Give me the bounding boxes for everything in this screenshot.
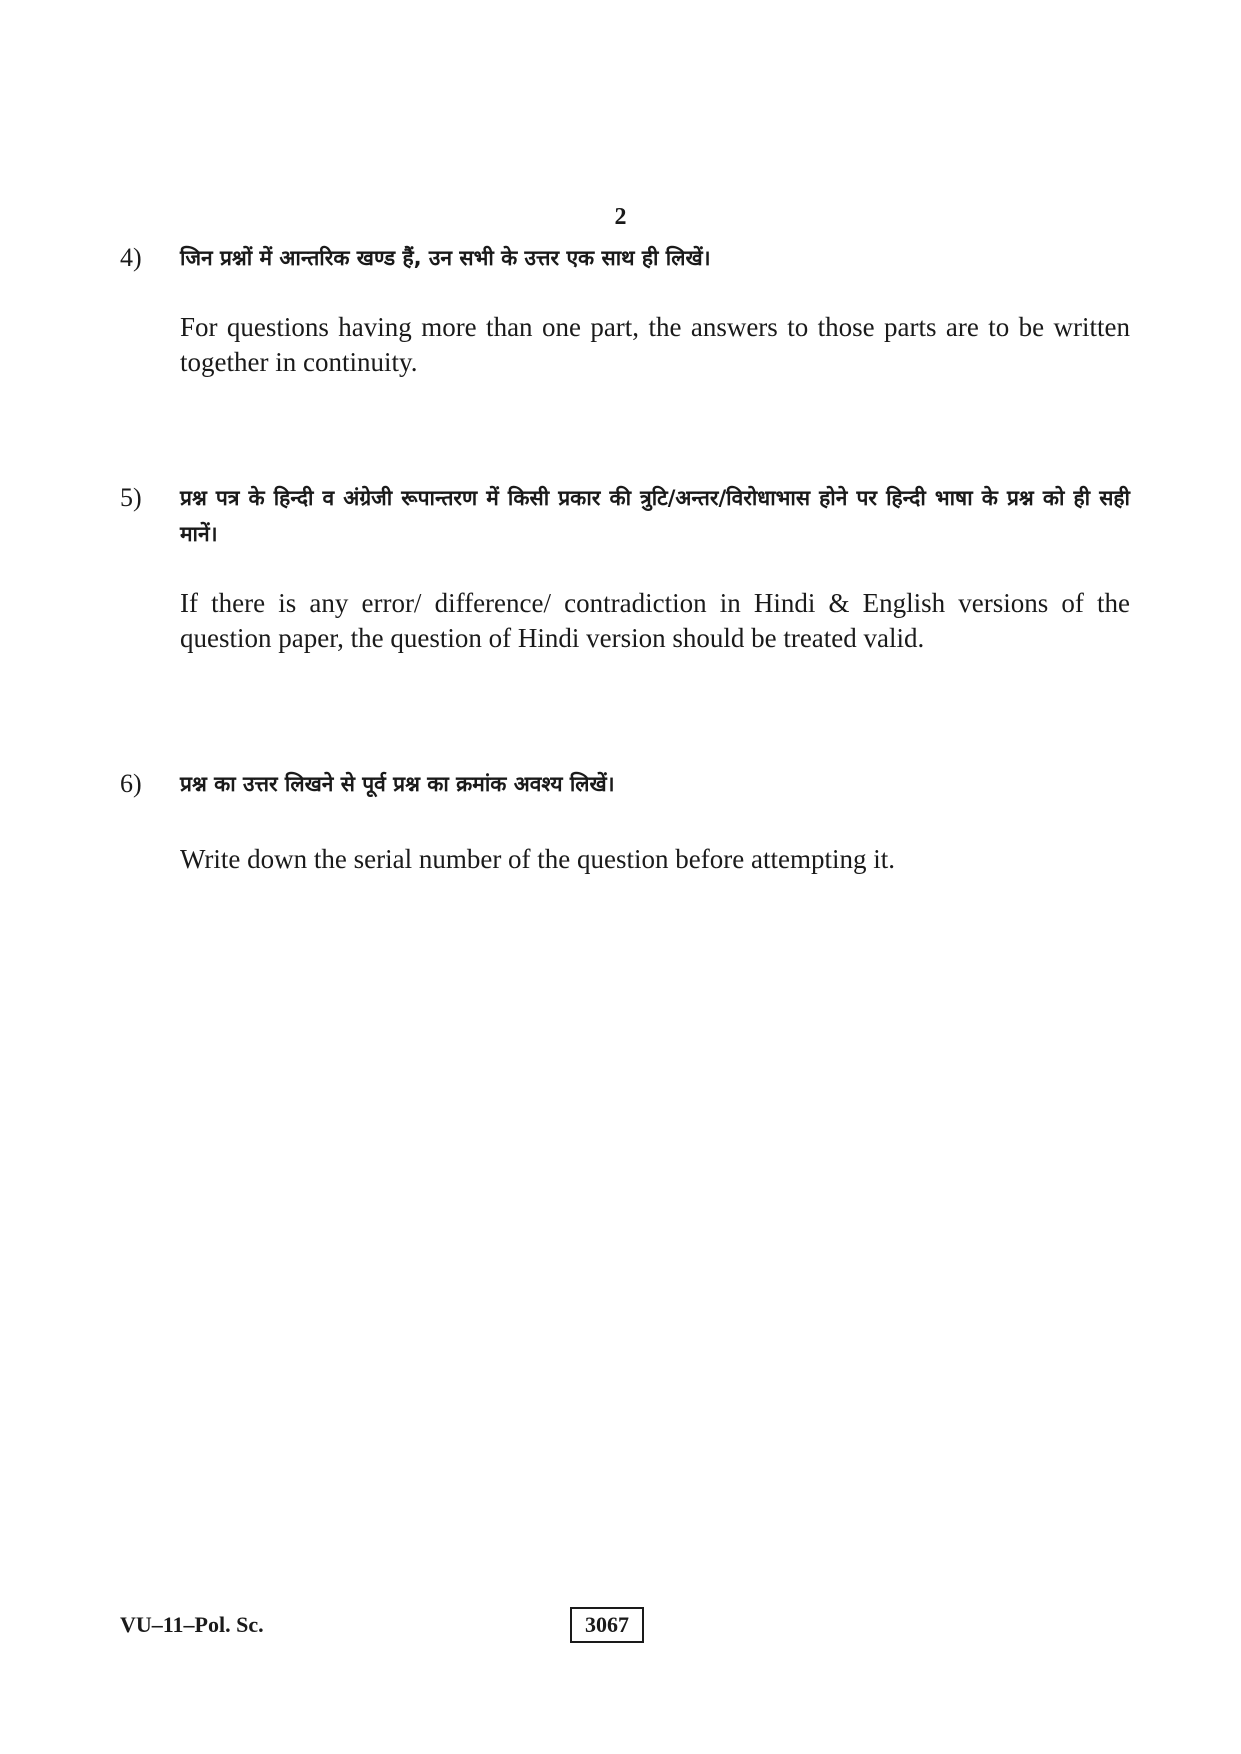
instruction-hindi-text: प्रश्न का उत्तर लिखने से पूर्व प्रश्न का क्रमांक अवश्य लिखें। xyxy=(180,772,615,796)
instruction-hindi-text: प्रश्न पत्र के हिन्दी व अंग्रेजी रूपान्तरण में किसी प्रकार की त्रुटि/अन्तर/विरोधाभास होने पर हिन्दी भाषा के प्रश्न को ही सही मानें। xyxy=(180,486,1130,546)
instruction-hindi-text: जिन प्रश्नों में आन्तरिक खण्ड हैं, उन सभी के उत्तर एक साथ ही लिखें। xyxy=(180,246,711,270)
instruction-english-text: For questions having more than one part, the answers to those parts are to be written together in continuity. xyxy=(180,312,1130,377)
footer-paper-code: VU–11–Pol. Sc. xyxy=(120,1612,264,1637)
instruction-item xyxy=(120,480,1130,656)
instruction-item xyxy=(120,240,1130,380)
page-number: 2 xyxy=(614,204,627,230)
instruction-english-text: Write down the serial number of the question before attempting it. xyxy=(180,844,895,874)
instruction-number: 6) xyxy=(120,769,142,798)
instruction-item xyxy=(120,766,1130,877)
footer-paper-number-box: 3067 xyxy=(570,1607,644,1643)
instruction-number: 4) xyxy=(120,243,142,272)
instruction-english-text: If there is any error/ difference/ contradiction in Hindi & English versions of the question paper, the question of Hindi version should be treated valid. xyxy=(180,588,1130,653)
instruction-number: 5) xyxy=(120,483,142,512)
